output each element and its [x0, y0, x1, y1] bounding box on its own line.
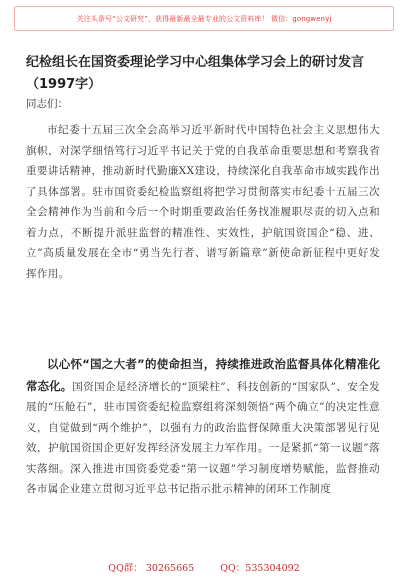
promo-banner — [14, 6, 394, 31]
paragraph-1: 市纪委十五届三次全会高举习近平新时代中国特色社会主义思想伟大旗帜，对深学细悟笃行习近平书记关于党的自我革命重要思想和考察我省重要讲话精神，推动新时代勤廉XX建设，持续深化自我革命市域实践作出了具体部署。驻市国资委纪检监察组将把学习贯彻落实市纪委十五届三次全会精神作为当前和今后一个时期重要政治任务找准履职尽责的切入点和着力点，不断提升派驻监督的精准性、实效性，护航国资国企“稳、进、立”高质量发展在全市“勇当先行者、谱写新篇章”新使命新征程中更好发挥作用。 — [26, 124, 380, 280]
promo-banner-text: 关注头条号“公文研究”，获得最新最全最专业的公文资料库！ 微信：gongwenyj — [76, 14, 332, 23]
contact-footer — [0, 560, 408, 574]
paragraph-2-heading: 以心怀“国之大者”的使命担当，持续推进政治监督具体化精准化常态化。 — [26, 357, 380, 393]
salutation: 同志们： — [26, 98, 68, 110]
qq-number: QQ：535304092 — [220, 563, 300, 574]
paragraph-2 — [26, 354, 380, 500]
paragraph-2-body: 国资国企是经济增长的“顶梁柱”、科技创新的“国家队”、安全发展的“压舱石”，驻市国资委纪检监察组将深刻领悟“两个确立”的决定性意义，自觉做到“两个维护”，以强有力的政治监督保障重大决策部署见行见效，护航国资国企更好发挥经济发展主力军作用。一是紧抓“第一议题”落实落细。深入推进市国资委党委“第一议题”学习制度增势赋能，监督推动各市属企业建立贯彻习近平总书记指示批示精神的闭环工作制度 — [26, 380, 380, 495]
qq-group-number: QQ群： 30265665 — [108, 563, 195, 574]
document-title: 纪检组长在国资委理论学习中心组集体学习会上的研讨发言（1997字） — [26, 55, 365, 92]
